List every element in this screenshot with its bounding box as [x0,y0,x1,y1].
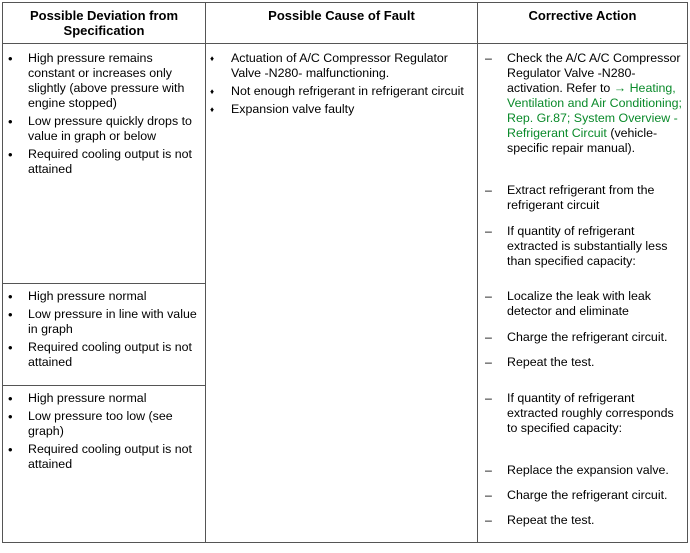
action-text: Repeat the test. [507,513,595,527]
cause-cell [206,51,472,120]
dash-marker: – [485,51,492,65]
list-item: ♦ Expansion valve faulty [206,102,472,117]
header-divider [3,43,687,44]
dash-marker: – [485,513,492,527]
action-text: Replace the expansion valve. [507,463,669,477]
action-step [478,51,687,156]
dash-marker: – [485,224,492,238]
list-item: • High pressure remains constant or increases only slightly (above pressure with engine stopped) [3,51,199,111]
dash-marker: – [485,330,492,344]
action-step [478,330,687,345]
header-action: Corrective Action [528,8,637,23]
row-divider [3,385,205,386]
action-step [478,488,687,503]
list-item: • Low pressure quickly drops to value in graph or below [3,114,199,144]
fault-table [2,2,688,543]
dash-marker: – [485,463,492,477]
action-step [478,463,687,478]
list-item: • Low pressure too low (see graph) [3,409,199,439]
action-text: Check the A/C A/C Compressor Regulator Valve -N280- activation. Refer to [507,51,681,95]
list-item: ♦ Actuation of A/C Compressor Regulator Valve -N280- malfunctioning. [206,51,472,81]
list-item: • Low pressure in line with value in graph [3,307,199,337]
list-item: • Required cooling output is not attained [3,340,199,370]
dash-marker: – [485,355,492,369]
list-item: • High pressure normal [3,391,199,406]
action-text: Charge the refrigerant circuit. [507,330,668,344]
manual-reference-link[interactable]: → Heating, Ventilation and Air Conditioning; Rep. Gr.87; System Overview - Refrigerant Circuit [507,81,682,140]
dash-marker: – [485,289,492,303]
action-text: If quantity of refrigerant extracted roughly corresponds to specified capacity: [507,391,674,435]
action-text: Charge the refrigerant circuit. [507,488,668,502]
action-text: Localize the leak with leak detector and eliminate [507,289,651,318]
deviation-cell-2 [3,289,199,373]
deviation-cell-3 [3,391,199,475]
header-cause: Possible Cause of Fault [268,8,415,23]
list-item: • Required cooling output is not attained [3,147,199,177]
action-text: If quantity of refrigerant extracted is substantially less than specified capacity: [507,224,668,268]
action-step [478,289,687,319]
action-step [478,391,687,436]
action-text: Repeat the test. [507,355,595,369]
list-item: • Required cooling output is not attained [3,442,199,472]
header-deviation: Possible Deviation from Specification [29,8,179,38]
list-item: • High pressure normal [3,289,199,304]
dash-marker: – [485,391,492,405]
action-step [478,513,687,528]
action-text: (vehicle-specific repair manual). [507,126,658,155]
list-item: ♦ Not enough refrigerant in refrigerant circuit [206,84,472,99]
dash-marker: – [485,183,492,197]
deviation-cell-1 [3,51,199,180]
action-text: Extract refrigerant from the refrigerant circuit [507,183,655,212]
dash-marker: – [485,488,492,502]
action-step [478,355,687,370]
action-step [478,183,687,213]
row-divider [3,283,205,284]
action-step [478,224,687,269]
